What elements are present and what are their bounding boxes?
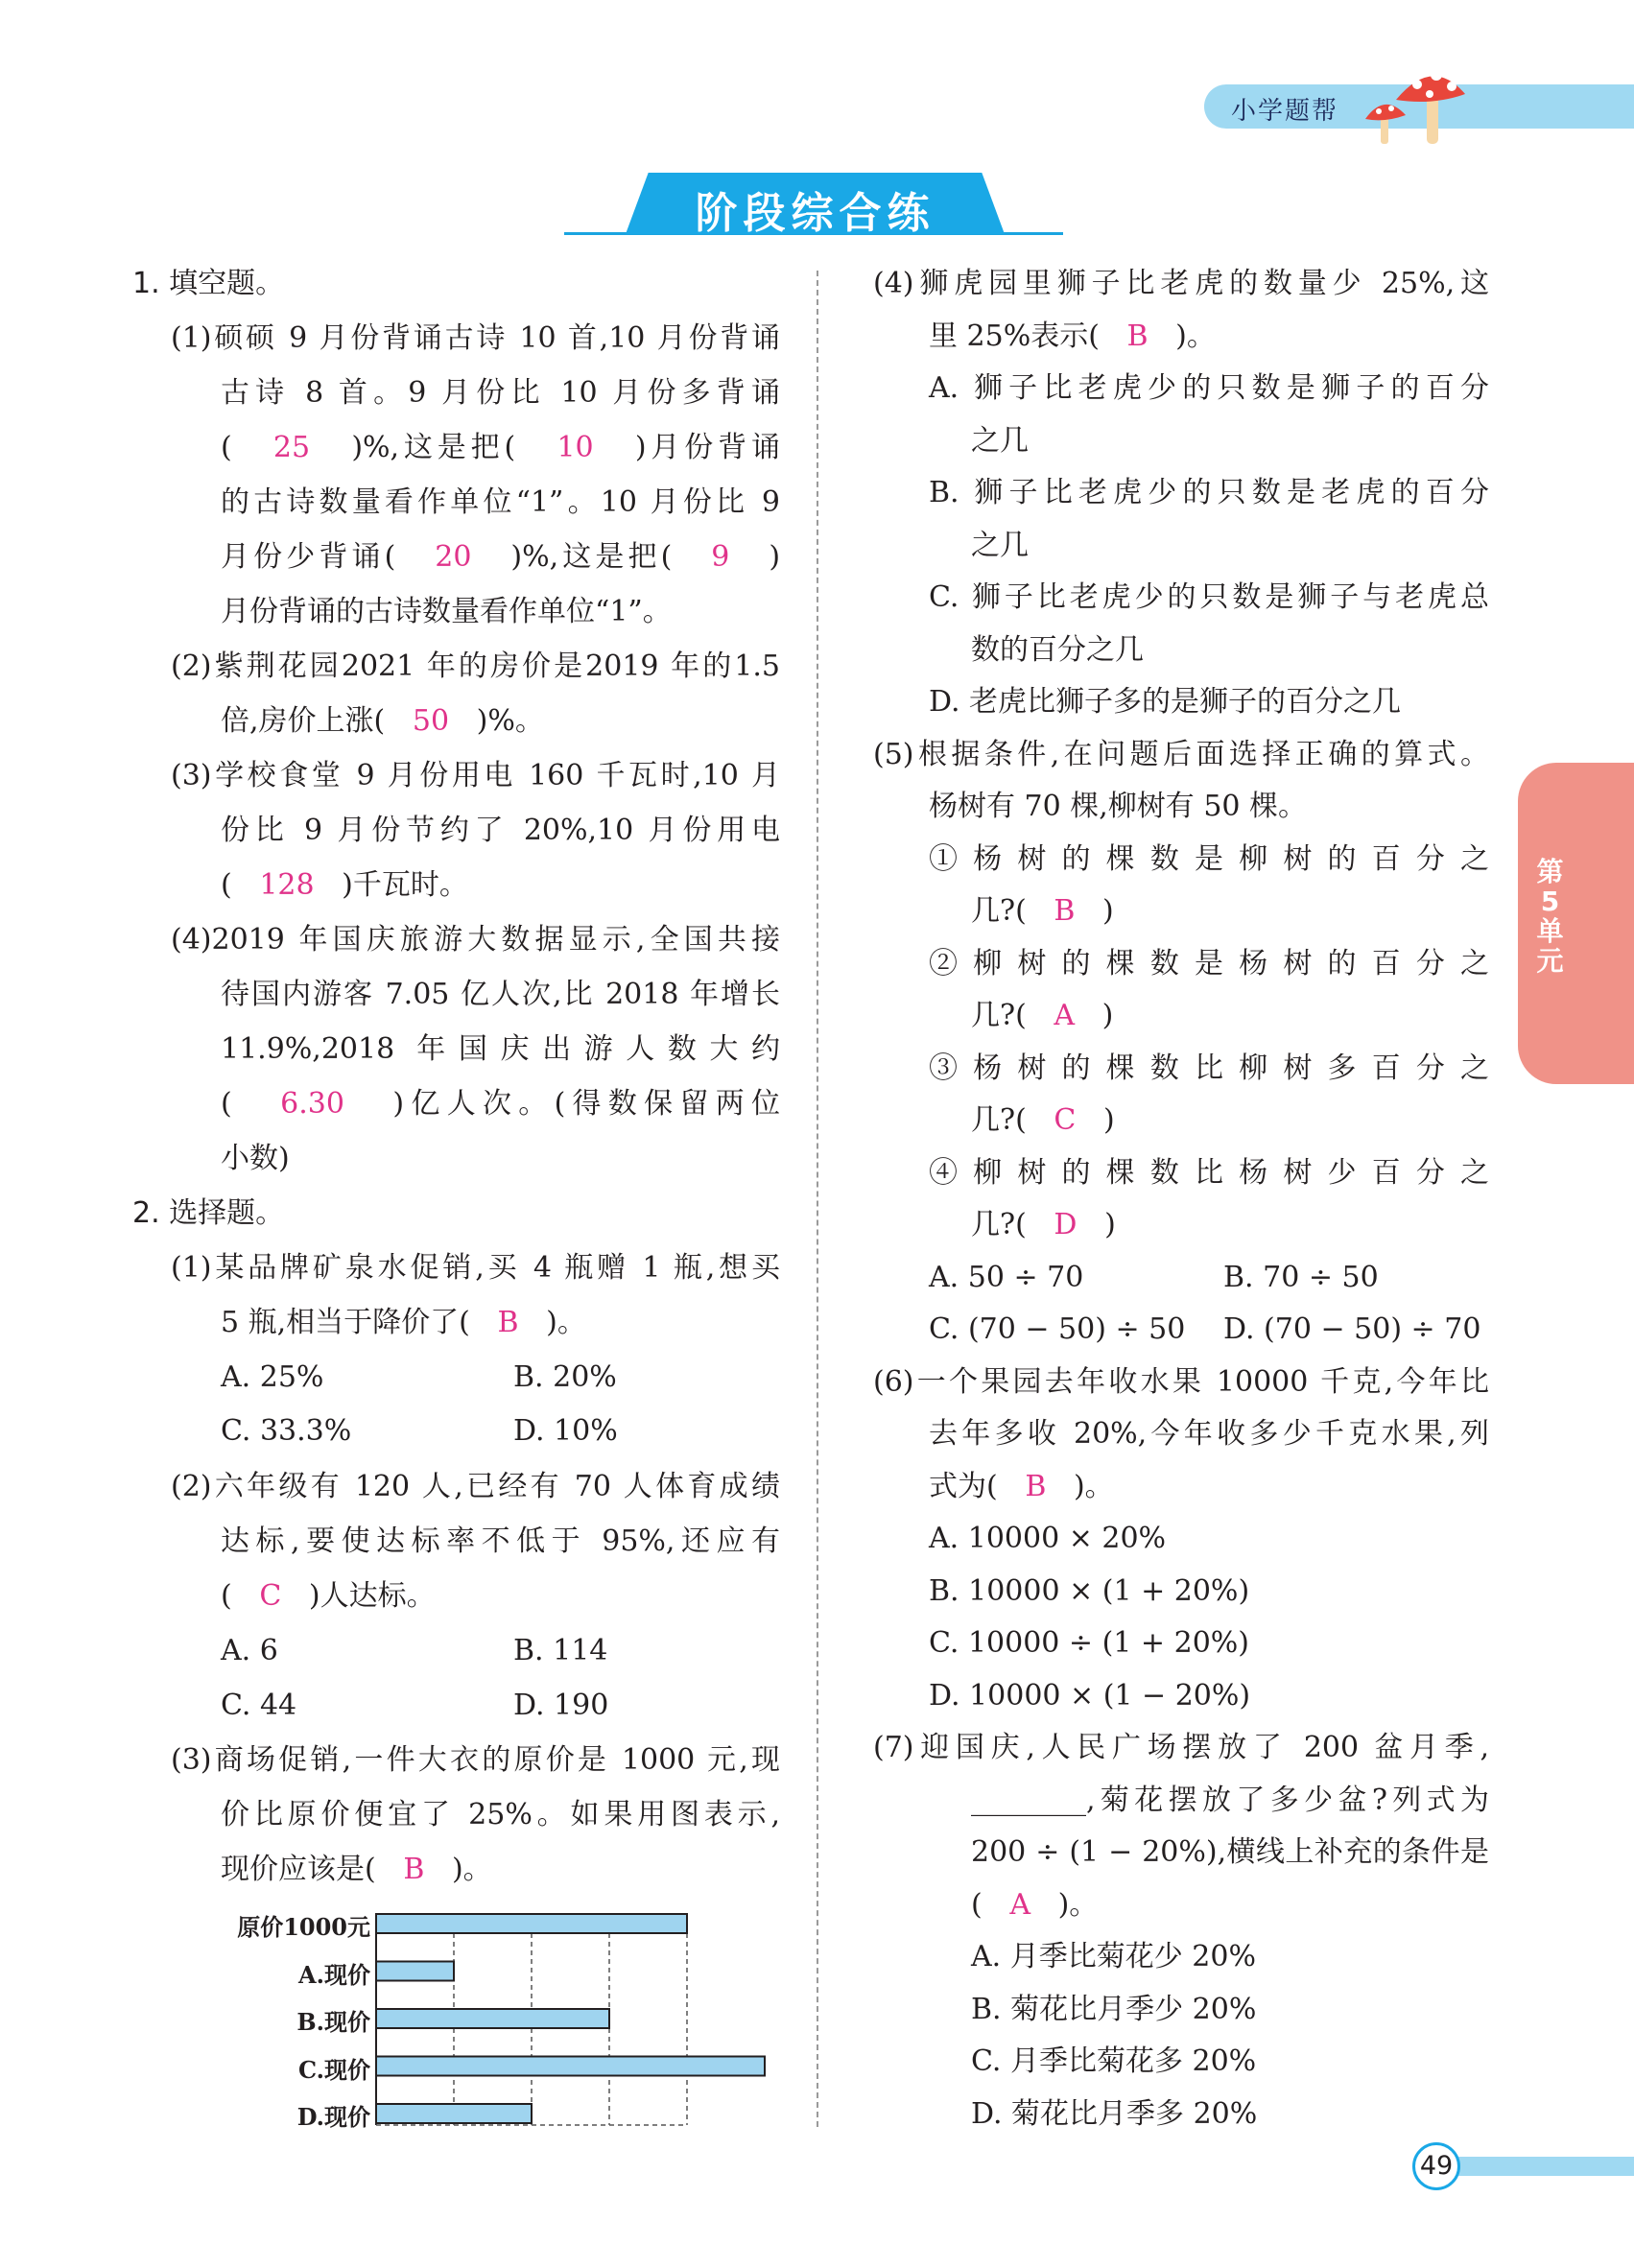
right-line <box>929 840 1489 879</box>
unit-tab-char: 单 <box>1536 915 1564 947</box>
line-text: ② 柳 树 的 棵 数 是 杨 树 的 百 分 之 <box>929 947 1489 980</box>
line-text: A. 25% <box>221 1360 324 1394</box>
line-text: ③ 杨 树 的 棵 数 比 柳 树 多 百 分 之 <box>929 1051 1489 1085</box>
left-line <box>221 812 780 850</box>
line-text: 11.9%,2018 年国庆出游人数大约 <box>221 1032 780 1066</box>
line-text: A. 月季比菊花少 20% <box>971 1940 1256 1973</box>
line-text: 价比原价便宜了 25%。如果用图表示, <box>221 1798 780 1831</box>
line-text: )%。 <box>449 704 544 738</box>
line-text: 月份背诵的古诗数量看作单位“1”。 <box>221 595 672 628</box>
line-text: )千瓦时。 <box>314 868 468 902</box>
right-line <box>873 1729 1489 1767</box>
line-text: )。 <box>518 1306 586 1339</box>
brand-label: 小学题帮 <box>1231 97 1339 126</box>
line-text: 几?( <box>971 1208 1054 1241</box>
unit-tab-label <box>1518 857 1582 976</box>
right-line <box>929 1154 1489 1193</box>
line-text: (1)某品牌矿泉水促销,买 4 瓶赠 1 瓶,想买 <box>171 1251 780 1285</box>
bar-label: C.现价 <box>297 2055 370 2084</box>
line-text: )。 <box>1030 1888 1099 1922</box>
column-divider <box>817 271 818 2127</box>
line-text: )%,这是把( <box>310 431 557 464</box>
left-line <box>171 319 780 358</box>
right-line <box>971 1101 1115 1140</box>
section-title: 阶段综合练 <box>695 189 935 238</box>
option-text: D. 190 <box>513 1689 609 1722</box>
right-line <box>929 1677 1250 1715</box>
left-line <box>221 429 780 467</box>
line-text: ) <box>1076 1103 1115 1137</box>
chart-bar <box>376 1914 687 1933</box>
line-text: 达标,要使达标率不低于 95%,还应有 <box>221 1524 780 1558</box>
line-text: 去年多收 20%,今年收多少千克水果,列 <box>929 1417 1489 1451</box>
line-text: A. 10000 × 20% <box>929 1522 1167 1555</box>
line-text: )%,这是把( <box>471 540 712 574</box>
answer-text: B <box>497 1306 519 1339</box>
answer-text: 9 <box>711 540 730 574</box>
unit-tab-char: 第 <box>1536 856 1564 887</box>
left-line <box>221 538 780 577</box>
left-line <box>221 1412 351 1451</box>
line-text: ( <box>221 1087 281 1121</box>
left-line <box>221 1030 780 1069</box>
right-line <box>971 422 1029 461</box>
right-line <box>929 1520 1166 1558</box>
line-text: 200 ÷ (1 − 20%),横线上补充的条件是 <box>971 1835 1489 1869</box>
right-line <box>971 1991 1256 2029</box>
line-text: 之几 <box>971 529 1029 562</box>
line-text: C. 33.3% <box>221 1414 352 1448</box>
left-line <box>221 1577 436 1616</box>
line-text: 式为( <box>929 1470 1026 1503</box>
line-text: C. (70 − 50) ÷ 50 <box>929 1312 1186 1346</box>
right-line <box>929 1311 1185 1349</box>
right-line <box>971 892 1114 931</box>
right-line <box>929 474 1489 512</box>
right-line <box>929 1050 1489 1088</box>
line-text: 现价应该是( <box>221 1853 404 1886</box>
left-line <box>171 1741 780 1780</box>
right-line <box>971 1833 1489 1872</box>
right-line <box>929 369 1489 408</box>
right-line <box>929 318 1216 356</box>
right-line <box>929 579 1489 617</box>
right-line <box>929 945 1489 983</box>
answer-text: C <box>1054 1103 1077 1137</box>
left-line <box>221 702 544 741</box>
line-text: 倍,房价上涨( <box>221 704 413 738</box>
line-text: ( <box>971 1888 1010 1922</box>
line-text: (7)迎国庆,人民广场摆放了 200 盆月季, <box>873 1731 1489 1764</box>
answer-text: B <box>1054 894 1076 928</box>
line-text: (4)狮虎园里狮子比老虎的数量少 25%,这 <box>873 267 1489 300</box>
line-text: ( <box>221 431 273 464</box>
bar-label: 原价1000元 <box>237 1913 370 1941</box>
line-text: C. 月季比菊花多 20% <box>971 2044 1257 2078</box>
chart-bar <box>376 2009 609 2028</box>
line-text: (4)2019 年国庆旅游大数据显示,全国共接 <box>171 923 780 957</box>
page-number: 49 <box>1412 2142 1460 2190</box>
left-line <box>171 921 780 959</box>
line-text: )。 <box>1148 319 1216 353</box>
option-text: D. (70 − 50) ÷ 70 <box>1223 1312 1481 1346</box>
answer-text: 25 <box>272 431 311 464</box>
right-line <box>873 736 1489 774</box>
line-text: 古诗 8 首。9 月份比 10 月份多背诵 <box>221 376 780 410</box>
right-line <box>971 2043 1256 2081</box>
line-text: (1)硕硕 9 月份背诵古诗 10 首,10 月份背诵 <box>171 321 780 355</box>
answer-text: B <box>1025 1470 1047 1503</box>
line-text: A. 狮子比老虎少的只数是狮子的百分 <box>929 371 1489 405</box>
line-text: B. 狮子比老虎少的只数是老虎的百分 <box>929 476 1489 509</box>
right-line <box>971 1886 1098 1925</box>
answer-text: B <box>1126 319 1149 353</box>
left-line <box>221 866 468 905</box>
line-text: 月份少背诵( <box>221 540 436 574</box>
line-text: D. 菊花比月季多 20% <box>971 2097 1258 2131</box>
line-text: 之几 <box>971 424 1029 458</box>
line-text: 几?( <box>971 894 1054 928</box>
answer-text: A <box>1054 999 1076 1032</box>
right-line <box>971 997 1113 1035</box>
answer-text: 10 <box>557 431 594 464</box>
line-text: 几?( <box>971 999 1054 1032</box>
left-line <box>221 593 672 631</box>
line-text: ( <box>221 1579 260 1613</box>
left-line <box>221 374 780 413</box>
unit-tab-char: 5 <box>1540 886 1560 917</box>
right-line <box>971 1782 1489 1820</box>
right-line <box>971 2095 1257 2134</box>
chart-bar <box>376 1962 454 1981</box>
line-text: B. 10000 × (1 + 20%) <box>929 1574 1250 1608</box>
left-line <box>221 1851 492 1889</box>
left-line <box>171 648 780 686</box>
line-text: D. 10000 × (1 − 20%) <box>929 1679 1251 1713</box>
line-text: ) <box>1075 894 1114 928</box>
right-line <box>929 788 1307 826</box>
line-text: 里 25%表示( <box>929 319 1127 353</box>
right-line <box>929 1468 1114 1506</box>
line-text: ) <box>1075 999 1114 1032</box>
right-line <box>929 1624 1249 1663</box>
option-text: D. 10% <box>513 1414 618 1448</box>
left-line <box>221 484 780 522</box>
line-text: )。 <box>1046 1470 1114 1503</box>
option-text: B. 20% <box>513 1360 617 1394</box>
left-line <box>171 1249 780 1288</box>
line-text: 数的百分之几 <box>971 633 1144 667</box>
line-text: (2)六年级有 120 人,已经有 70 人体育成绩 <box>171 1470 780 1503</box>
right-line <box>929 1572 1249 1611</box>
answer-text: B <box>403 1853 425 1886</box>
left-line <box>221 1796 780 1834</box>
line-text: A. 50 ÷ 70 <box>929 1261 1084 1294</box>
right-line <box>929 1259 1083 1297</box>
mushroom-icon <box>1348 56 1473 148</box>
right-line <box>971 527 1029 565</box>
line-text: A. 6 <box>221 1634 278 1667</box>
line-text: 待国内游客 7.05 亿人次,比 2018 年增长 <box>221 978 780 1011</box>
option-text: B. 70 ÷ 50 <box>1223 1261 1379 1294</box>
bar-label: A.现价 <box>298 1960 370 1989</box>
line-text: (2)紫荆花园2021 年的房价是2019 年的1.5 <box>171 650 780 683</box>
chart-bar <box>376 2104 532 2123</box>
left-line <box>171 757 780 795</box>
line-text: )。 <box>424 1853 492 1886</box>
left-line <box>221 1085 780 1123</box>
line-text: 杨树有 70 棵,柳树有 50 棵。 <box>929 790 1308 823</box>
line-text: ① 杨 树 的 棵 数 是 柳 树 的 百 分 之 <box>929 842 1489 876</box>
line-text: ) <box>729 540 781 574</box>
left-line <box>221 1304 586 1342</box>
line-text: D. 老虎比狮子多的是狮子的百分之几 <box>929 685 1402 719</box>
right-line <box>873 1363 1489 1402</box>
line-text: 小数) <box>221 1142 290 1175</box>
section-heading: 2. 选择题。 <box>132 1196 285 1230</box>
answer-text: A <box>1009 1888 1030 1922</box>
right-line <box>971 631 1144 670</box>
line-text: (3)商场促销,一件大衣的原价是 1000 元,现 <box>171 1743 780 1777</box>
right-line <box>929 1415 1489 1453</box>
answer-text: 50 <box>412 704 450 738</box>
unit-tab-char: 元 <box>1536 945 1564 977</box>
line-text: C. 狮子比老虎少的只数是狮子与老虎总 <box>929 580 1489 614</box>
left-line <box>221 1632 278 1670</box>
line-text: (5)根据条件,在问题后面选择正确的算式。 <box>873 738 1489 771</box>
line-text: 5 瓶,相当于降价了( <box>221 1306 498 1339</box>
left-line <box>221 976 780 1014</box>
bar-label: D.现价 <box>296 2103 370 2131</box>
line-text: )月份背诵 <box>593 431 781 464</box>
line-text: ) <box>1077 1208 1116 1241</box>
answer-text: 6.30 <box>280 1087 344 1121</box>
left-line <box>221 1358 323 1397</box>
right-line <box>971 1206 1116 1244</box>
option-text: B. 114 <box>513 1634 608 1667</box>
page-bar <box>1439 2157 1634 2176</box>
chart-bar <box>376 2057 765 2076</box>
right-line <box>873 265 1489 303</box>
left-line <box>171 1468 780 1506</box>
answer-text: 20 <box>435 540 472 574</box>
line-text: ④ 柳 树 的 棵 数 比 杨 树 少 百 分 之 <box>929 1156 1489 1190</box>
line-text: 份比 9 月份节约了 20%,10 月份用电 <box>221 814 780 847</box>
line-text: )亿人次。(得数保留两位 <box>343 1087 780 1121</box>
answer-text: C <box>259 1579 282 1613</box>
left-line <box>132 1194 284 1233</box>
fill-blank-heading: 1. 填空题。 <box>132 267 285 300</box>
line-text: )人达标。 <box>281 1579 436 1613</box>
answer-text: D <box>1054 1208 1077 1241</box>
right-line <box>971 1938 1256 1976</box>
line-text: ( <box>221 868 260 902</box>
left-line <box>221 1523 780 1561</box>
line-text: (6)一个果园去年收水果 10000 千克,今年比 <box>873 1365 1489 1399</box>
line-text: C. 44 <box>221 1689 297 1722</box>
bar-label: B.现价 <box>296 2008 370 2036</box>
right-line <box>929 683 1401 721</box>
left-line <box>221 1687 296 1725</box>
line-text: 几?( <box>971 1103 1054 1137</box>
line-text: (3)学校食堂 9 月份用电 160 千瓦时,10 月 <box>171 759 780 792</box>
line-text: 的古诗数量看作单位“1”。10 月份比 9 <box>221 485 780 519</box>
line-text: ________,菊花摆放了多少盆?列式为 <box>971 1784 1489 1817</box>
line-text: C. 10000 ÷ (1 + 20%) <box>929 1626 1249 1660</box>
line-text: B. 菊花比月季少 20% <box>971 1993 1257 2026</box>
answer-text: 128 <box>259 868 315 902</box>
left-line <box>221 1140 290 1178</box>
